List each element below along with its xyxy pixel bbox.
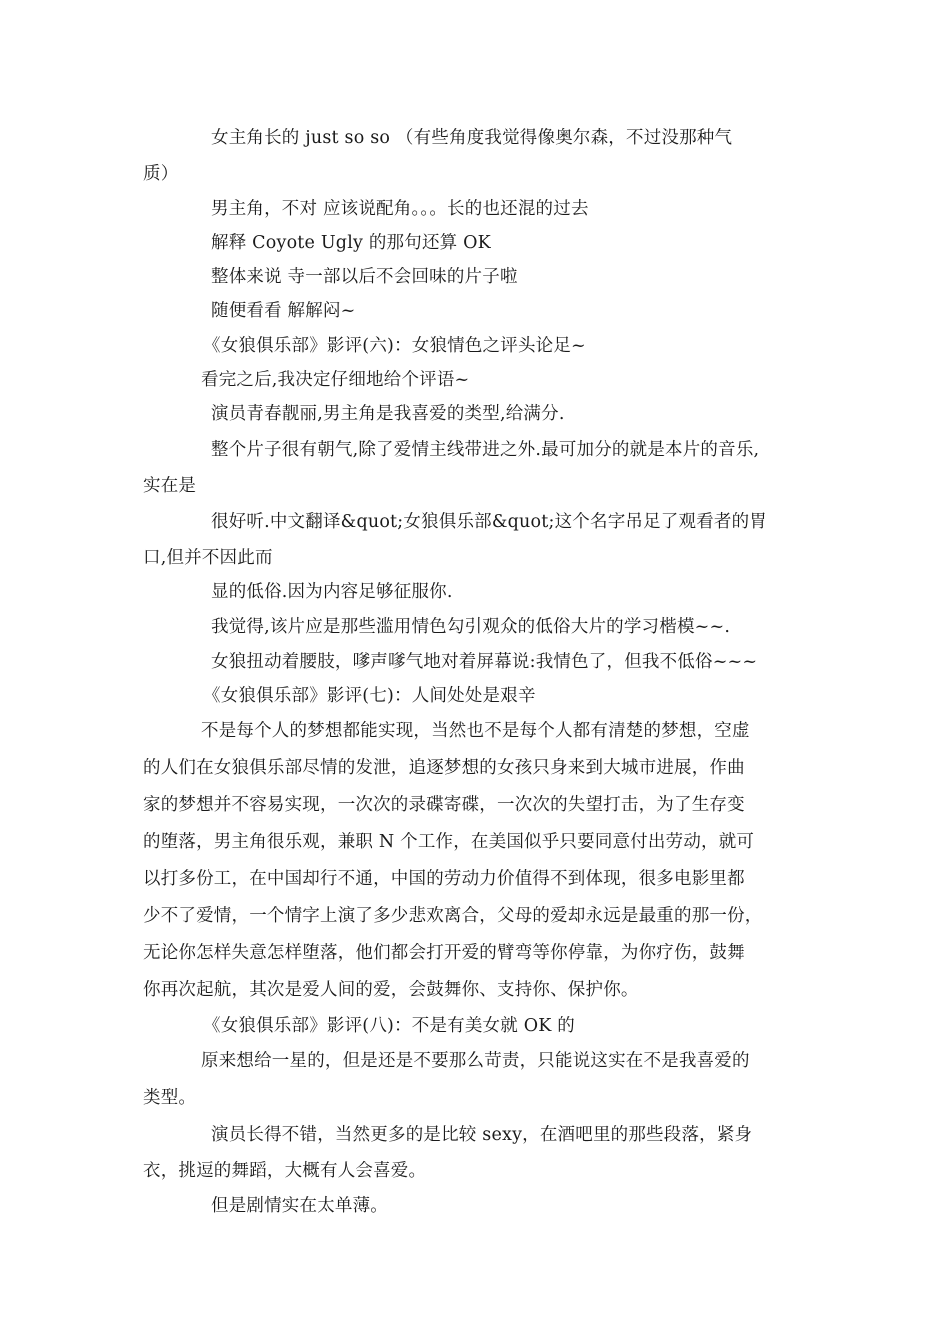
- section-heading: 《女狼俱乐部》影评(八)：不是有美女就 OK 的: [203, 1016, 575, 1036]
- text-line: 女主角长的 just so so （有些角度我觉得像奥尔森，不过没那种气: [211, 128, 733, 148]
- text-line: 随便看看 解解闷~: [211, 301, 356, 321]
- text-line: 整体来说 寺一部以后不会回味的片子啦: [211, 267, 518, 287]
- text-line: 演员青春靓丽,男主角是我喜爱的类型,给满分.: [211, 404, 565, 424]
- text-line: 但是剧情实在太单薄。: [211, 1196, 388, 1216]
- text-line: 看完之后,我决定仔细地给个评语~: [201, 370, 470, 390]
- text-line: 显的低俗.因为内容足够征服你.: [211, 582, 453, 602]
- text-line: 演员长得不错，当然更多的是比较 sexy，在酒吧里的那些段落，紧身: [211, 1125, 753, 1145]
- text-line: 的堕落，男主角很乐观，兼职 N 个工作，在美国似乎只要同意付出劳动，就可: [143, 832, 755, 852]
- text-line: 解释 Coyote Ugly 的那句还算 OK: [211, 233, 491, 253]
- text-line: 我觉得,该片应是那些滥用情色勾引观众的低俗大片的学习楷模~~.: [211, 617, 731, 637]
- section-heading: 《女狼俱乐部》影评(七)：人间处处是艰辛: [203, 686, 536, 706]
- text-line: 类型。: [143, 1088, 197, 1108]
- text-line: 的人们在女狼俱乐部尽情的发泄，追逐梦想的女孩只身来到大城市进展，作曲: [143, 758, 745, 778]
- text-line: 实在是: [143, 476, 197, 496]
- text-line: 少不了爱情，一个情字上演了多少悲欢离合，父母的爱却永远是最重的那一份，: [143, 906, 763, 926]
- section-heading: 《女狼俱乐部》影评(六)：女狼情色之评头论足~: [203, 336, 586, 356]
- text-line: 家的梦想并不容易实现，一次次的录碟寄碟，一次次的失望打击，为了生存变: [143, 795, 745, 815]
- text-line: 整个片子很有朝气,除了爱情主线带进之外.最可加分的就是本片的音乐,: [211, 440, 760, 460]
- text-line: 无论你怎样失意怎样堕落，他们都会打开爱的臂弯等你停靠，为你疗伤，鼓舞: [143, 943, 745, 963]
- text-line: 你再次起航，其次是爱人间的爱，会鼓舞你、支持你、保护你。: [143, 980, 639, 1000]
- text-line: 口,但并不因此而: [143, 548, 273, 568]
- text-line: 以打多份工，在中国却行不通，中国的劳动力价值得不到体现，很多电影里都: [143, 869, 745, 889]
- text-line: 男主角，不对 应该说配角。。。长的也还混的过去: [211, 199, 589, 219]
- text-line: 原来想给一星的，但是还是不要那么苛责，只能说这实在不是我喜爱的: [201, 1051, 750, 1071]
- text-line: 女狼扭动着腰肢，嗲声嗲气地对着屏幕说:我情色了，但我不低俗~~~: [211, 652, 758, 672]
- text-line: 不是每个人的梦想都能实现，当然也不是每个人都有清楚的梦想，空虚: [201, 721, 750, 741]
- text-line: 质）: [143, 164, 179, 184]
- text-line: 很好听.中文翻译&quot;女狼俱乐部&quot;这个名字吊足了观看者的胃: [211, 512, 767, 532]
- text-line: 衣，挑逗的舞蹈，大概有人会喜爱。: [143, 1161, 427, 1181]
